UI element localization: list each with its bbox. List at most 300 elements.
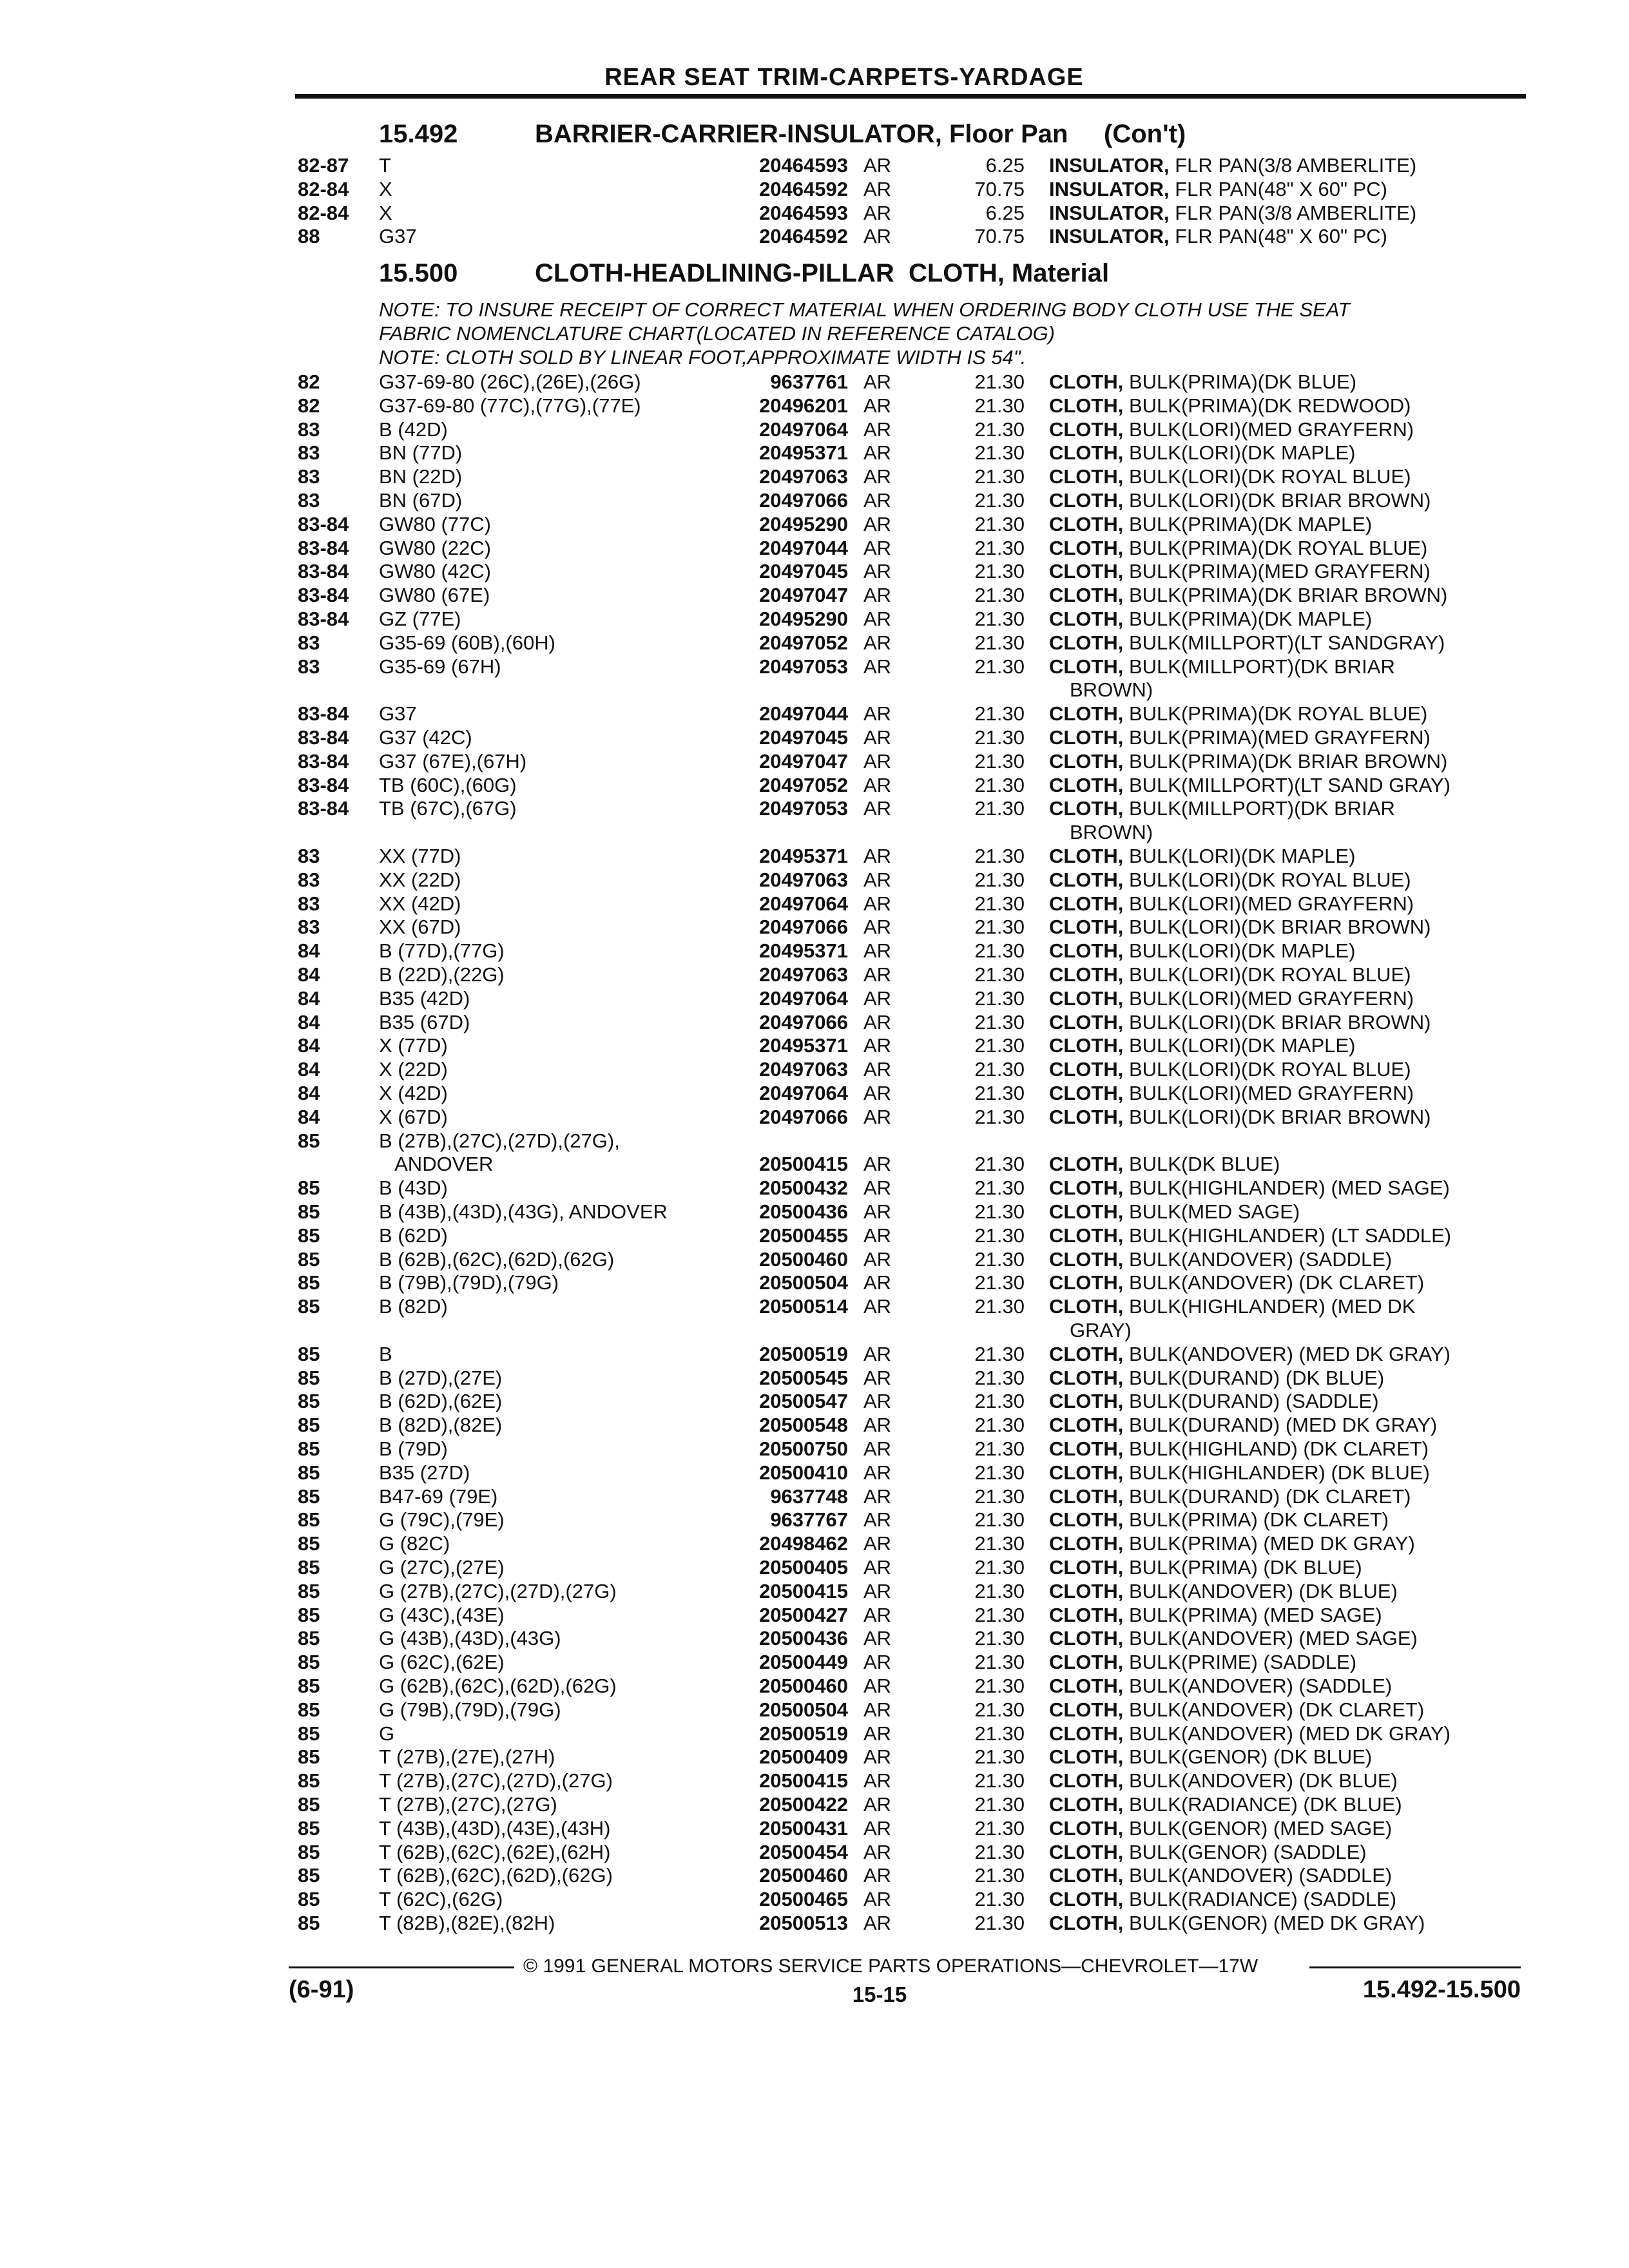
price-cell: 21.30 [974,1153,1025,1176]
table-row [0,1247,1629,1271]
description-keyword: CLOTH, [1049,1105,1124,1128]
year-cell: 83-84 [298,726,349,749]
model-cell: G (27B),(27C),(27D),(27G) [379,1579,617,1602]
footer-rule [1309,1966,1521,1968]
table-row [0,1508,1629,1532]
description-cell [1049,607,1519,631]
price-cell: 21.30 [974,916,1025,939]
description-cell [1049,1294,1519,1318]
part-number-cell: 20497066 [759,916,848,939]
part-number-cell: 20500410 [759,1461,848,1484]
description-text: BULK(DURAND) (MED DK GRAY) [1123,1414,1438,1437]
model-cell: T [379,154,391,177]
year-cell: 85 [298,1769,320,1792]
year-cell: 83 [298,892,320,915]
description-text: BULK(RADIANCE) (SADDLE) [1123,1888,1397,1911]
description-cell [1049,726,1519,749]
quantity-cell: AR [863,797,892,820]
price-cell: 21.30 [974,845,1025,867]
table-row [0,1152,1629,1176]
part-number-cell: 20497064 [759,986,848,1010]
part-number-cell: 20498462 [759,1532,848,1555]
quantity-cell: AR [863,418,892,441]
table-row [0,1792,1629,1816]
description-cell [1049,465,1519,488]
model-cell: B (43B),(43D),(43G), ANDOVER [379,1200,668,1223]
year-cell: 84 [298,1105,320,1128]
part-number-cell: 20495371 [759,1034,848,1057]
price-cell: 21.30 [974,1082,1025,1104]
price-cell: 21.30 [974,1058,1025,1081]
description-cell [1049,892,1519,916]
model-cell: B (42D) [379,418,448,441]
description-keyword: CLOTH, [1049,1864,1124,1887]
table-row [0,1745,1629,1769]
quantity-cell: AR [863,584,892,607]
description-keyword: CLOTH, [1049,1153,1124,1176]
table-row [0,1887,1629,1911]
description-keyword: CLOTH, [1049,1532,1124,1555]
description-cell [1049,177,1519,201]
quantity-cell: AR [863,177,892,200]
description-cell [1049,394,1519,418]
table-row [0,607,1629,631]
year-cell: 85 [298,1295,320,1318]
price-cell: 21.30 [974,1888,1025,1911]
price-cell: 21.30 [974,939,1025,963]
description-keyword: CLOTH, [1049,512,1124,535]
description-keyword: CLOTH, [1049,1177,1124,1200]
description-keyword: CLOTH, [1049,1485,1124,1508]
quantity-cell: AR [863,1271,892,1294]
description-cell [1049,963,1519,986]
description-keyword: CLOTH, [1049,394,1124,417]
table-row [0,224,1629,248]
part-number-cell: 20497052 [759,631,848,654]
model-cell: T (82B),(82E),(82H) [379,1912,555,1934]
quantity-cell: AR [863,489,892,512]
year-cell: 83-84 [298,608,349,630]
description-text: FLR PAN(48" X 60" PC) [1169,177,1388,200]
quantity-cell: AR [863,749,892,773]
description-cell [1049,153,1519,177]
part-number-cell: 20497063 [759,1058,848,1081]
model-cell: TB (60C),(60G) [379,773,517,796]
year-cell: 83-84 [298,797,349,820]
model-cell: X (22D) [379,1058,448,1081]
description-cell [1049,1532,1519,1555]
description-keyword: CLOTH, [1049,441,1124,465]
year-cell: 84 [298,1034,320,1057]
description-text: BULK(ANDOVER) (DK BLUE) [1123,1579,1398,1602]
table-row [0,1555,1629,1579]
table-row [0,631,1629,655]
year-cell: 83-84 [298,560,349,583]
year-cell: 85 [298,1390,320,1413]
price-cell: 21.30 [974,1603,1025,1626]
description-cell [1049,1508,1519,1532]
year-cell: 83 [298,441,320,465]
year-cell: 82 [298,394,320,417]
description-keyword: CLOTH, [1049,797,1124,820]
description-keyword: CLOTH, [1049,1247,1124,1271]
description-keyword: CLOTH, [1049,608,1124,630]
table-row-continuation [0,820,1629,844]
model-cell: B (27B),(27C),(27D),(27G), [379,1129,620,1152]
part-number-cell: 20497045 [759,726,848,749]
description-keyword: INSULATOR, [1049,201,1170,224]
model-cell: BN (67D) [379,489,463,512]
table-row [0,1603,1629,1627]
part-number-cell: 20464592 [759,177,848,200]
description-text: BULK(PRIMA)(DK BRIAR BROWN) [1123,584,1448,607]
description-keyword: CLOTH, [1049,1651,1124,1674]
quantity-cell: AR [863,1295,892,1318]
description-cell [1049,1200,1519,1224]
quantity-cell: AR [863,225,892,248]
description-text: BULK(PRIMA) (DK CLARET) [1123,1508,1389,1532]
section-title: CLOTH-HEADLINING-PILLAR CLOTH, Material [535,259,1110,287]
quantity-cell: AR [863,1532,892,1555]
table-row [0,1840,1629,1864]
description-cell [1049,631,1519,655]
description-text: BULK(ANDOVER) (MED DK GRAY) [1123,1722,1451,1745]
price-cell: 21.30 [974,868,1025,891]
table-row [0,1057,1629,1081]
table-row [0,1224,1629,1247]
description-text: BULK(LORI)(DK ROYAL BLUE) [1123,963,1411,986]
description-text: BULK(PRIMA)(DK ROYAL BLUE) [1123,702,1428,726]
quantity-cell: AR [863,1390,892,1413]
price-cell: 21.30 [974,1461,1025,1484]
model-cell: G37-69-80 (77C),(77G),(77E) [379,394,641,417]
description-text: BULK(ANDOVER) (MED SAGE) [1123,1627,1418,1650]
description-text: BULK(GENOR) (SADDLE) [1123,1840,1367,1863]
model-cell: BN (77D) [379,441,463,465]
table-row [0,488,1629,512]
description-keyword: CLOTH, [1049,1295,1124,1318]
table-row [0,1626,1629,1650]
year-cell: 84 [298,963,320,986]
description-text: BULK(GENOR) (MED SAGE) [1123,1816,1393,1840]
price-cell: 21.30 [974,512,1025,535]
price-cell: 21.30 [974,1532,1025,1555]
price-cell: 6.25 [985,201,1025,224]
table-row [0,1342,1629,1366]
model-cell: G (79B),(79D),(79G) [379,1698,561,1721]
description-cell [1049,1603,1519,1627]
part-number-cell: 20496201 [759,394,848,417]
price-cell: 21.30 [974,1034,1025,1057]
description-text: BULK(PRIMA)(DK BRIAR BROWN) [1123,749,1448,773]
footer-rule [289,1966,514,1968]
description-cell [1049,1769,1519,1792]
quantity-cell: AR [863,1105,892,1128]
description-cell [1049,1389,1519,1413]
model-cell: B [379,1342,392,1365]
description-text: BULK(PRIMA)(DK ROYAL BLUE) [1123,536,1428,559]
table-row [0,536,1629,560]
price-cell: 21.30 [974,1010,1025,1033]
note-line: FABRIC NOMENCLATURE CHART(LOCATED IN REFERENCE CATALOG) [379,322,1055,345]
model-cell: B (27D),(27E) [379,1366,503,1389]
table-row [0,1176,1629,1200]
description-cell [1049,583,1519,607]
part-number-cell: 20500514 [759,1295,848,1318]
year-cell: 85 [298,1793,320,1816]
description-continuation: BROWN) [1070,678,1153,702]
year-cell: 84 [298,1058,320,1081]
price-cell: 21.30 [974,1105,1025,1128]
footer-copyright: © 1991 GENERAL MOTORS SERVICE PARTS OPERATIONS—CHEVROLET—17W [523,1956,1258,1977]
model-cell: GW80 (42C) [379,560,491,583]
quantity-cell: AR [863,845,892,867]
description-text: BULK(ANDOVER) (SADDLE) [1123,1864,1393,1887]
description-text: BULK(GENOR) (MED DK GRAY) [1123,1912,1425,1934]
model-cell: G (62B),(62C),(62D),(62G) [379,1675,617,1697]
part-number-cell: 20497053 [759,797,848,820]
price-cell: 21.30 [974,963,1025,986]
description-keyword: CLOTH, [1049,1698,1124,1721]
year-cell: 84 [298,1082,320,1104]
description-text: BULK(ANDOVER) (DK CLARET) [1123,1271,1425,1294]
description-cell [1049,1863,1519,1887]
description-cell [1049,370,1519,394]
description-keyword: INSULATOR, [1049,154,1170,177]
part-number-cell: 20500415 [759,1579,848,1602]
description-text: BULK(LORI)(DK MAPLE) [1123,441,1356,465]
part-number-cell: 20497047 [759,749,848,773]
part-number-cell: 9637761 [770,370,848,393]
table-row [0,465,1629,488]
description-cell [1049,1247,1519,1271]
quantity-cell: AR [863,465,892,488]
part-number-cell: 20497064 [759,1082,848,1104]
description-text: BULK(PRIME) (SADDLE) [1123,1651,1357,1674]
quantity-cell: AR [863,1816,892,1840]
table-row [0,394,1629,418]
part-number-cell: 20500519 [759,1342,848,1365]
description-cell [1049,1057,1519,1081]
year-cell: 84 [298,1010,320,1033]
quantity-cell: AR [863,370,892,393]
description-text: BULK(PRIMA) (MED DK GRAY) [1123,1532,1415,1555]
description-keyword: CLOTH, [1049,963,1124,986]
table-row [0,1769,1629,1792]
year-cell: 85 [298,1271,320,1294]
description-cell [1049,1081,1519,1105]
part-number-cell: 20500460 [759,1864,848,1887]
price-cell: 21.30 [974,1390,1025,1413]
quantity-cell: AR [863,1864,892,1887]
description-text: FLR PAN(48" X 60" PC) [1169,225,1388,248]
description-text: BULK(ANDOVER) (DK CLARET) [1123,1698,1425,1721]
description-cell [1049,655,1519,678]
part-number-cell: 20500460 [759,1247,848,1271]
section-number: 15.492 [379,120,458,148]
table-row [0,1816,1629,1840]
part-number-cell: 20500432 [759,1177,848,1200]
description-keyword: CLOTH, [1049,986,1124,1010]
part-number-cell: 20500454 [759,1840,848,1863]
part-number-cell: 20500431 [759,1816,848,1840]
part-number-cell: 20500545 [759,1366,848,1389]
description-cell [1049,1626,1519,1650]
price-cell: 21.30 [974,1200,1025,1223]
description-keyword: CLOTH, [1049,655,1124,678]
price-cell: 21.30 [974,465,1025,488]
model-cell: B35 (27D) [379,1461,470,1484]
price-cell: 21.30 [974,418,1025,441]
table-row [0,844,1629,868]
description-keyword: CLOTH, [1049,845,1124,867]
part-number-cell: 20500504 [759,1271,848,1294]
table-row [0,1129,1629,1153]
description-keyword: CLOTH, [1049,702,1124,726]
part-number-cell: 20500409 [759,1745,848,1769]
part-number-cell: 20495290 [759,608,848,630]
price-cell: 21.30 [974,394,1025,417]
price-cell: 21.30 [974,1840,1025,1863]
model-cell: G37 [379,225,417,248]
year-cell: 85 [298,1627,320,1650]
price-cell: 21.30 [974,1271,1025,1294]
description-cell [1049,1722,1519,1745]
header-rule [295,94,1526,99]
description-text: BULK(MILLPORT)(LT SANDGRAY) [1123,631,1445,654]
quantity-cell: AR [863,394,892,417]
description-cell [1049,1840,1519,1864]
model-cell: G37 [379,702,417,726]
description-cell [1049,1224,1519,1247]
description-keyword: INSULATOR, [1049,177,1170,200]
quantity-cell: AR [863,1034,892,1057]
description-text: BULK(ANDOVER) (SADDLE) [1123,1247,1393,1271]
model-cell: X [379,201,392,224]
price-cell: 21.30 [974,631,1025,654]
description-keyword: CLOTH, [1049,1722,1124,1745]
quantity-cell: AR [863,1437,892,1460]
description-cell [1049,1033,1519,1057]
part-number-cell: 20497044 [759,702,848,726]
model-cell: X (42D) [379,1082,448,1104]
quantity-cell: AR [863,560,892,583]
table-row [0,749,1629,773]
quantity-cell: AR [863,1603,892,1626]
description-text: BULK(LORI)(DK MAPLE) [1123,939,1356,963]
table-row [0,1437,1629,1461]
description-keyword: CLOTH, [1049,1010,1124,1033]
table-row [0,1200,1629,1224]
description-cell [1049,1792,1519,1816]
quantity-cell: AR [863,1247,892,1271]
table-row [0,796,1629,820]
table-row [0,702,1629,726]
table-row-continuation [0,1318,1629,1342]
model-cell: G (27C),(27E) [379,1556,505,1579]
year-cell: 83-84 [298,702,349,726]
year-cell: 85 [298,1579,320,1602]
table-row [0,963,1629,986]
year-cell: 85 [298,1651,320,1674]
table-row [0,915,1629,939]
description-text: BULK(MED SAGE) [1123,1200,1300,1223]
part-number-cell: 20500547 [759,1390,848,1413]
description-keyword: CLOTH, [1049,1793,1124,1816]
table-row [0,1698,1629,1722]
quantity-cell: AR [863,536,892,559]
description-keyword: CLOTH, [1049,1414,1124,1437]
description-text: BULK(LORI)(DK BRIAR BROWN) [1123,916,1431,939]
description-cell [1049,536,1519,560]
table-row [0,986,1629,1010]
description-keyword: CLOTH, [1049,726,1124,749]
year-cell: 85 [298,1603,320,1626]
quantity-cell: AR [863,1722,892,1745]
part-number-cell: 20500519 [759,1722,848,1745]
description-cell [1049,702,1519,726]
model-cell: B (77D),(77G) [379,939,505,963]
quantity-cell: AR [863,1556,892,1579]
description-text: BULK(DURAND) (SADDLE) [1123,1390,1379,1413]
part-number-cell: 20497064 [759,418,848,441]
price-cell: 21.30 [974,1485,1025,1508]
description-text: BULK(MILLPORT)(DK BRIAR [1123,655,1395,678]
price-cell: 21.30 [974,702,1025,726]
part-number-cell: 20495371 [759,939,848,963]
model-cell: B35 (42D) [379,986,470,1010]
table-row [0,201,1629,225]
description-keyword: CLOTH, [1049,1769,1124,1792]
description-text: BULK(LORI)(DK ROYAL BLUE) [1123,868,1411,891]
year-cell: 83 [298,845,320,867]
description-keyword: INSULATOR, [1049,225,1170,248]
table-row [0,370,1629,394]
part-number-cell: 20495371 [759,441,848,465]
note-line: NOTE: CLOTH SOLD BY LINEAR FOOT,APPROXIMATE WIDTH IS 54". [379,346,1027,369]
price-cell: 21.30 [974,1722,1025,1745]
table-row [0,153,1629,177]
part-number-cell: 20464593 [759,154,848,177]
part-number-cell: 20500455 [759,1224,848,1247]
table-row [0,1413,1629,1437]
model-cell: XX (42D) [379,892,461,915]
year-cell: 83 [298,868,320,891]
year-cell: 85 [298,1816,320,1840]
price-cell: 70.75 [974,177,1025,200]
quantity-cell: AR [863,1508,892,1532]
description-text: BULK(LORI)(MED GRAYFERN) [1123,892,1414,915]
price-cell: 70.75 [974,225,1025,248]
description-keyword: CLOTH, [1049,1912,1124,1934]
year-cell: 85 [298,1745,320,1769]
quantity-cell: AR [863,1651,892,1674]
model-cell: GW80 (77C) [379,512,491,535]
model-cell: B (79D) [379,1437,448,1460]
price-cell: 21.30 [974,536,1025,559]
year-cell: 85 [298,1247,320,1271]
year-cell: 85 [298,1722,320,1745]
year-cell: 85 [298,1532,320,1555]
description-keyword: CLOTH, [1049,1082,1124,1104]
year-cell: 83 [298,631,320,654]
description-text: BULK(LORI)(DK MAPLE) [1123,845,1356,867]
part-number-cell: 20497066 [759,1105,848,1128]
price-cell: 21.30 [974,1793,1025,1816]
footer-date: (6-91) [289,1976,354,2003]
year-cell: 83 [298,465,320,488]
price-cell: 21.30 [974,584,1025,607]
